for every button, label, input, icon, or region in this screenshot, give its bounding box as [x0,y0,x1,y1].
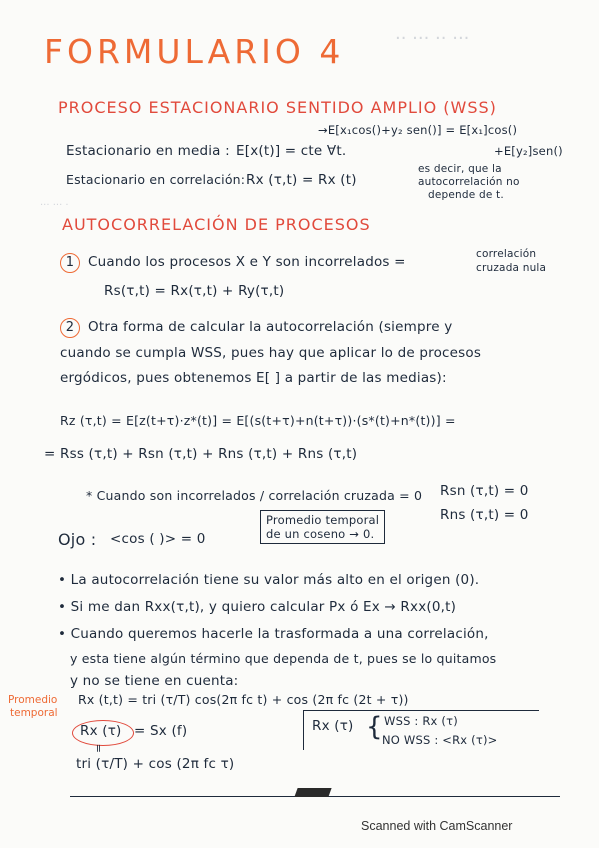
rx-box-top-line [303,710,539,711]
case-1-text: Cuando los procesos X e Y son incorrelados = [88,254,406,270]
rx-formula: Rx (t,t) = tri (τ/T) cos(2π fc t) + cos (2π fc (2t + τ)) [78,692,409,707]
incorrelated-note: * Cuando son incorrelados / correlación cruzada = 0 [86,488,423,503]
case-1-formula: Rs(τ,t) = Rx(τ,t) + Ry(τ,t) [104,283,285,299]
correlation-formula: Rx (τ,t) = Rx (t) [246,172,357,188]
case-number-2: 2 [60,318,80,338]
case-1 [60,253,406,273]
promedio-note-line2: temporal [10,707,58,719]
media-label: Estacionario en media : [66,143,230,159]
rz-sum-equation: = Rss (τ,t) + Rsn (τ,t) + Rns (τ,t) + Rns (τ,t) [44,446,358,462]
bullet-power-energy: • Si me dan Rxx(τ,t), y quiero calcular Px ó Ex → Rxx(0,t) [58,599,457,615]
case-2-text-line3: ergódicos, pues obtenemos E[ ] a partir de las medias): [60,370,447,386]
case-1-note-line1: correlación [476,248,537,260]
section-heading-autocorrelation: AUTOCORRELACIÓN DE PROCESOS [62,215,371,234]
expectation-note-top: →E[x₁cos()+y₂ sen()] = E[x₁]cos() [318,123,518,137]
case-1-note-line2: cruzada nula [476,262,547,274]
bullet-max-at-origin: • La autocorrelación tiene su valor más alto en el origen (0). [58,572,480,588]
section-heading-wss: PROCESO ESTACIONARIO SENTIDO AMPLIO (WSS) [58,98,497,117]
no-wss-case: NO WSS : <Rx (τ)> [382,733,498,747]
correlation-note-line1: es decir, que la [418,163,502,175]
rx-box-label: Rx (τ) [312,718,354,734]
sx-equation: = Sx (f) [134,723,188,739]
ojo-formula: <cos ( )> = 0 [110,531,206,547]
scribble-mark [294,788,331,797]
bleed-through-text: ··· ··· · [40,200,69,211]
expectation-note-bottom: +E[y₂]sen() [494,144,563,158]
correlation-note-line3: depende de t. [428,189,504,201]
page-title: FORMULARIO 4 [44,32,345,71]
equals-sign: = [92,743,106,754]
correlation-label: Estacionario en correlación: [66,172,246,187]
media-formula: E[x(t)] = cte ∀t. [236,143,347,159]
rz-equation: Rz (τ,t) = E[z(t+τ)·z*(t)] = E[(s(t+τ)+n(t+τ))·(s*(t)+n*(t))] = [60,413,456,428]
case-2-text-line1: Otra forma de calcular la autocorrelación (siempre y [88,319,453,335]
scanner-watermark: Scanned with CamScanner [361,819,513,833]
bullet-transform-line1: • Cuando queremos hacerle la trasformada a una correlación, [58,626,489,642]
bullet-transform-line2: y esta tiene algún término que dependa de t, pues se lo quitamos [70,651,497,666]
case-2-text-line2: cuando se cumpla WSS, pues hay que aplicar lo de procesos [60,345,482,361]
wss-case: WSS : Rx (τ) [384,714,458,728]
brace: { [366,712,383,742]
rx-box-left-line [303,710,304,750]
rns-zero: Rns (τ,t) = 0 [440,507,529,523]
bullet-transform-line3: y no se tiene en cuenta: [70,673,239,689]
box-line2: de un coseno → 0. [266,527,375,541]
rx-tau: Rx (τ) [80,723,122,739]
case-2-line1 [60,318,452,338]
ojo-label: Ojo : [58,530,97,549]
rsn-zero: Rsn (τ,t) = 0 [440,483,529,499]
promedio-temporal-box [260,510,385,544]
promedio-note-line1: Promedio [8,694,58,706]
case-number-1: 1 [60,253,80,273]
tri-expression: tri (τ/T) + cos (2π fc τ) [76,756,235,772]
bleed-through-text: ·· ··· ·· ··· [395,28,470,49]
correlation-note-line2: autocorrelación no [418,176,520,188]
box-line1: Promedio temporal [266,513,380,527]
